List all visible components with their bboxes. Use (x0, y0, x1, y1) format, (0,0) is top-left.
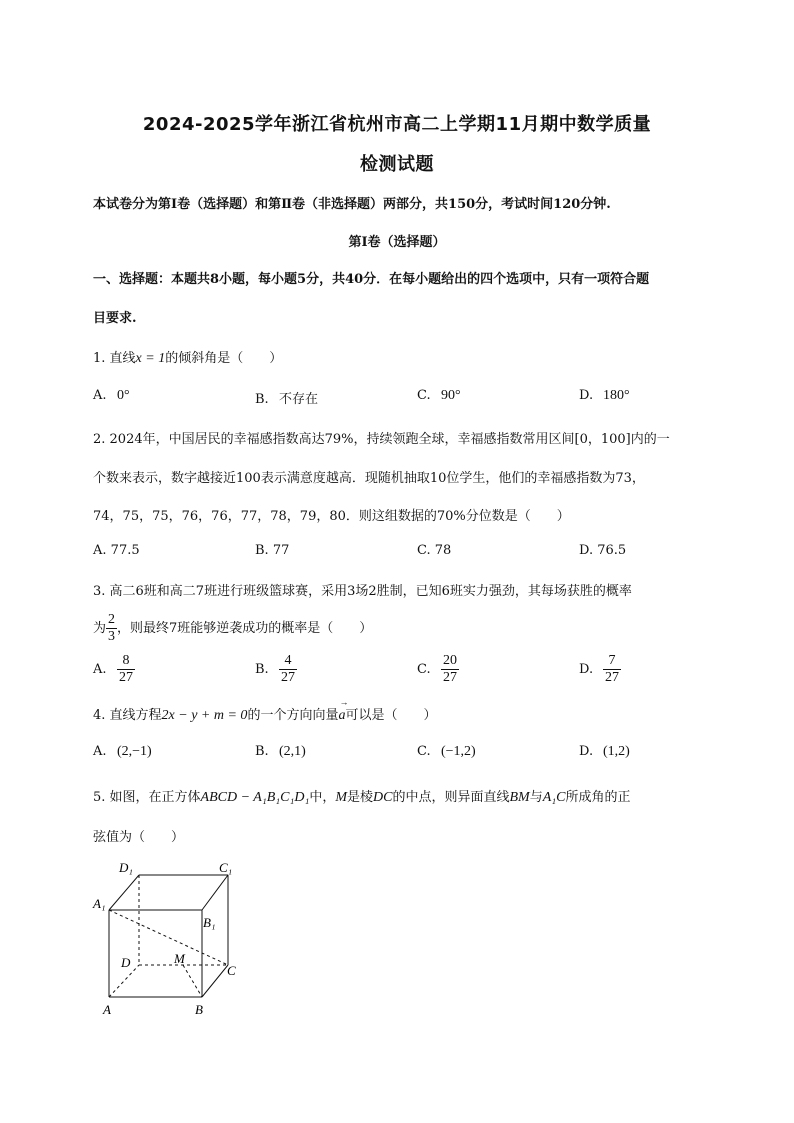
question-4-prefix: 4. 直线方程 (93, 708, 162, 723)
instructions-line1: 一、选择题：本题共8小题，每小题5分，共40分．在每小题给出的四个选项中，只有一项符合题 (93, 272, 650, 287)
option-text: (−1,2) (441, 744, 476, 759)
option-label: C. (417, 662, 431, 677)
option-text: 0° (117, 388, 130, 403)
section-title: 第Ⅰ卷（选择题） (348, 235, 446, 250)
option-label: B. (255, 392, 269, 407)
option-text: 77 (272, 543, 290, 558)
question-2-stem-line2: 个数来表示，数字越接近100表示满意度越高．现随机抽取10位学生，他们的幸福感指数为73， (93, 471, 645, 486)
option-label: D. (579, 662, 594, 677)
exam-title-line2: 检测试题 (360, 154, 434, 175)
option-label: D. (579, 388, 594, 403)
option-label: C. (417, 543, 431, 558)
question-1-option-c[interactable] (417, 388, 461, 404)
fraction-denominator: 27 (443, 670, 457, 685)
question-3-option-a[interactable] (93, 653, 135, 686)
question-2-stem-line3: 74，75，75，76，76，77，78，79，80．则这组数据的70%分位数是（ ） (93, 509, 570, 524)
fraction-denominator: 27 (605, 670, 619, 685)
label-d1: D₁ (119, 860, 133, 875)
question-4-option-a[interactable] (93, 744, 152, 760)
question-3-suffix: ，则最终7班能够逆袭成功的概率是（ ） (117, 621, 373, 636)
question-5-stem-line2: 弦值为（ ） (93, 830, 185, 845)
q5-cube-name: ABCD − A₁B₁C₁D₁ (200, 790, 310, 805)
q5-text-c: 是棱 (347, 790, 374, 805)
option-label: A. (93, 543, 107, 558)
vector-arrow-icon: → (339, 697, 349, 707)
question-2-option-d[interactable] (579, 543, 626, 558)
fraction-numerator: 4 (279, 653, 297, 670)
option-text: (1,2) (603, 744, 630, 759)
q5-text-b: 中， (309, 790, 336, 805)
edge-b1-c1 (202, 875, 228, 910)
q5-line-bm: BM (509, 790, 530, 805)
question-2-option-a[interactable] (93, 543, 140, 558)
option-fraction (603, 653, 621, 686)
question-3-stem-line2 (93, 612, 372, 645)
option-label: B. (255, 662, 269, 677)
option-label: B. (255, 744, 269, 759)
option-label: A. (93, 388, 107, 403)
question-3-option-d[interactable] (579, 653, 621, 686)
question-1-stem (93, 347, 282, 367)
option-fraction (279, 653, 297, 686)
question-3-option-b[interactable] (255, 653, 297, 686)
option-text: 90° (441, 388, 461, 403)
q5-text-d: 的中点，则异面直线 (392, 790, 510, 805)
option-fraction (441, 653, 459, 686)
fraction-numerator: 8 (117, 653, 135, 670)
label-b1: B₁ (203, 915, 216, 930)
option-text: 不存在 (279, 392, 319, 407)
edge-b-c (202, 965, 228, 997)
segment-b-m (183, 965, 202, 997)
fraction-denominator: 3 (108, 629, 116, 644)
question-1-option-a[interactable] (93, 388, 130, 404)
option-label: A. (93, 662, 107, 677)
q5-text-f: 所成角的正 (565, 790, 631, 805)
question-2-option-c[interactable] (417, 543, 451, 558)
q5-line-a1c: A₁C (542, 790, 566, 805)
question-4-stem (93, 697, 437, 724)
question-3-fraction (106, 612, 117, 645)
exam-title-line1: 2024-2025学年浙江省杭州市高二上学期11月期中数学质量 (142, 114, 652, 135)
exam-intro: 本试卷分为第Ⅰ卷（选择题）和第Ⅱ卷（非选择题）两部分，共150分，考试时间120分钟. (93, 197, 611, 212)
q5-text-e: 与 (529, 790, 543, 805)
edge-a1-d1 (109, 875, 139, 910)
fraction-numerator: 7 (603, 653, 621, 670)
label-c: C (227, 963, 236, 978)
option-fraction (117, 653, 135, 686)
question-2-stem-line1: 2. 2024年，中国居民的幸福感指数高达79%，持续领跑全球，幸福感指数常用区间[0，100]内的一 (93, 432, 670, 447)
vector-symbol: a (338, 708, 346, 723)
question-4-suffix: 可以是（ ） (345, 708, 437, 723)
option-label: D. (579, 744, 594, 759)
cube-figure (85, 850, 265, 1025)
question-1-math: x = 1 (135, 351, 166, 366)
option-text: (2,1) (279, 744, 306, 759)
option-text: 180° (603, 388, 630, 403)
question-4-middle: 的一个方向向量 (247, 708, 339, 723)
question-1-option-b[interactable] (255, 388, 318, 407)
question-3-option-c[interactable] (417, 653, 459, 686)
question-1-prefix: 1. 直线 (93, 351, 136, 366)
question-4-vector (338, 697, 349, 724)
label-b: B (195, 1002, 203, 1017)
option-text: 78 (434, 543, 452, 558)
option-text: 77.5 (110, 543, 140, 558)
label-c1: C₁ (219, 860, 233, 875)
question-4-option-d[interactable] (579, 744, 630, 760)
option-label: D. (579, 543, 594, 558)
fraction-numerator: 20 (443, 653, 457, 668)
option-text: (2,−1) (117, 744, 152, 759)
question-1-suffix: 的倾斜角是（ ） (165, 351, 283, 366)
fraction-numerator: 2 (108, 612, 116, 627)
question-1-option-d[interactable] (579, 388, 630, 404)
option-label: A. (93, 744, 107, 759)
question-4-option-b[interactable] (255, 744, 306, 760)
option-label: C. (417, 388, 431, 403)
question-3-stem-line1: 3. 高二6班和高二7班进行班级篮球赛，采用3场2胜制，已知6班实力强劲，其每场获胜的概率 (93, 584, 632, 599)
instructions-line2: 目要求. (93, 311, 137, 326)
fraction-denominator: 27 (119, 670, 133, 685)
q5-point-m: M (335, 790, 348, 805)
q5-text-a: 5. 如图，在正方体 (93, 790, 201, 805)
option-label: B. (255, 543, 269, 558)
question-4-option-c[interactable] (417, 744, 476, 760)
q5-edge-dc: DC (373, 790, 393, 805)
fraction-denominator: 27 (281, 670, 295, 685)
question-5-stem-line1 (93, 786, 631, 806)
label-d: D (121, 955, 131, 970)
option-label: C. (417, 744, 431, 759)
option-text: 76.5 (597, 543, 627, 558)
question-2-option-b[interactable] (255, 543, 289, 558)
label-m: M (174, 951, 185, 966)
label-a1: A₁ (93, 896, 106, 911)
question-4-equation: 2x − y + m = 0 (161, 708, 248, 723)
question-3-prefix: 为 (93, 621, 107, 636)
label-a: A (103, 1002, 111, 1017)
